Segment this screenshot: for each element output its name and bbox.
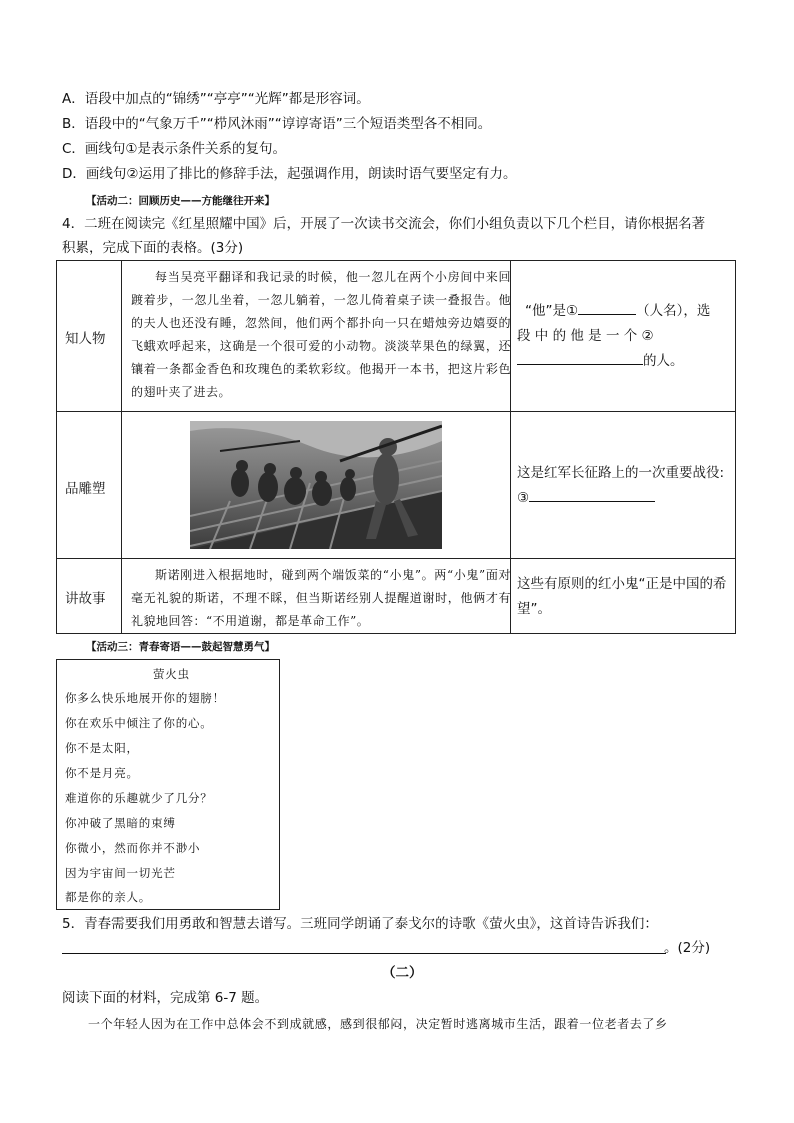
poem-line: 难道你的乐趣就少了几分？ [65, 791, 213, 805]
poem-line: 都是你的亲人。 [65, 890, 152, 904]
activity-2-heading: 【活动二：回顾历史——方能继往开来】 [86, 195, 275, 207]
poem-line: 你不是太阳， [65, 741, 139, 755]
poem-title: 萤火虫 [153, 667, 190, 681]
answer-3-marker: ③ [517, 490, 530, 506]
answer-1-prefix: “他”是① [525, 303, 579, 319]
poem-line: 你在欢乐中倾注了你的心。 [65, 716, 213, 730]
question-5-line-1: 5．青春需要我们用勇敢和智慧去谱写。三班同学朗诵了泰戈尔的诗歌《萤火虫》，这首诗告诉我们： [62, 916, 658, 932]
row-1-answer [517, 299, 729, 374]
row-label-sculpture: 品雕塑 [65, 481, 106, 497]
row-1-passage: 每当吴亮平翻译和我记录的时候，他一忽儿在两个小房间中来回踱着步，一忽儿坐着，一忽儿躺着，一忽儿倚着桌子读一叠报告。他的夫人也还没有睡，忽然间，他们两个都扑向一只在蜡烛旁边嬉耍的飞蛾欢呼起来，这确是一个很可爱的小动物。淡淡苹果色的绿翼，还镶着一条都金香色和玫瑰色的柔软彩纹。他揭开一本书，把这片彩色的翅叶夹了进去。 [131, 270, 511, 399]
row-3-passage: 斯诺刚进入根据地时，碰到两个端饭菜的“小鬼”。两“小鬼”面对毫无礼貌的斯诺，不理不睬，但当斯诺经别人提醒道谢时，他俩才有礼貌地回答：“不用道谢，都是革命工作”。 [131, 568, 511, 628]
row-3-answer: 这些有原则的红小鬼“正是中国的希望”。 [517, 576, 727, 617]
answer-2-prefix: 段 中 的 他 是 一 个 ② [517, 328, 654, 344]
poem-line: 你微小，然而你并不渺小 [65, 841, 201, 855]
option-a: A．语段中加点的“锦绣”“亭亭”“光辉”都是形容词。 [62, 91, 370, 107]
poem-line: 因为宇宙间一切光芒 [65, 866, 176, 880]
row-label-story: 讲故事 [65, 591, 106, 607]
row-2-answer [517, 461, 729, 511]
option-d: D．画线句②运用了排比的修辞手法，起强调作用，朗读时语气要坚定有力。 [62, 166, 517, 182]
option-c: C．画线句①是表示条件关系的复句。 [62, 141, 287, 157]
question-4-line-1: 4．二班在阅读完《红星照耀中国》后，开展了一次读书交流会，你们小组负责以下几个栏目，请你根据名著 [62, 216, 706, 232]
section-heading: （二） [382, 965, 423, 981]
question-6-7-instruction: 阅读下面的材料，完成第 6-7 题。 [62, 990, 269, 1006]
sculpture-photo [190, 421, 442, 549]
answer-blank-5[interactable] [62, 953, 666, 954]
poem-line: 你不是月亮。 [65, 766, 139, 780]
row-label-characters: 知人物 [65, 331, 106, 347]
answer-3-prefix: 这是红军长征路上的一次重要战役: [517, 465, 725, 481]
question-4-line-2: 积累，完成下面的表格。(3分) [62, 240, 244, 256]
activity-3-heading: 【活动三：青春寄语——鼓起智慧勇气】 [86, 641, 275, 653]
answer-2-suffix: 的人。 [643, 353, 684, 369]
poem-line: 你冲破了黑暗的束缚 [65, 816, 176, 830]
answer-blank-3[interactable] [529, 487, 655, 502]
poem-line: 你多么快乐地展开你的翅膀！ [65, 691, 225, 705]
question-5-score: 。(2分) [664, 940, 711, 956]
answer-blank-1[interactable] [578, 300, 636, 315]
answer-1-suffix: （人名），选 [636, 303, 711, 319]
poem-box [56, 659, 280, 910]
answer-blank-2[interactable] [517, 350, 643, 365]
option-b: B．语段中的“气象万千”“栉风沐雨”“谆谆寄语”三个短语类型各不相同。 [62, 116, 492, 132]
material-passage: 一个年轻人因为在工作中总体会不到成就感，感到很郁闷，决定暂时逃离城市生活，跟着一位老者去了乡 [88, 1017, 668, 1031]
